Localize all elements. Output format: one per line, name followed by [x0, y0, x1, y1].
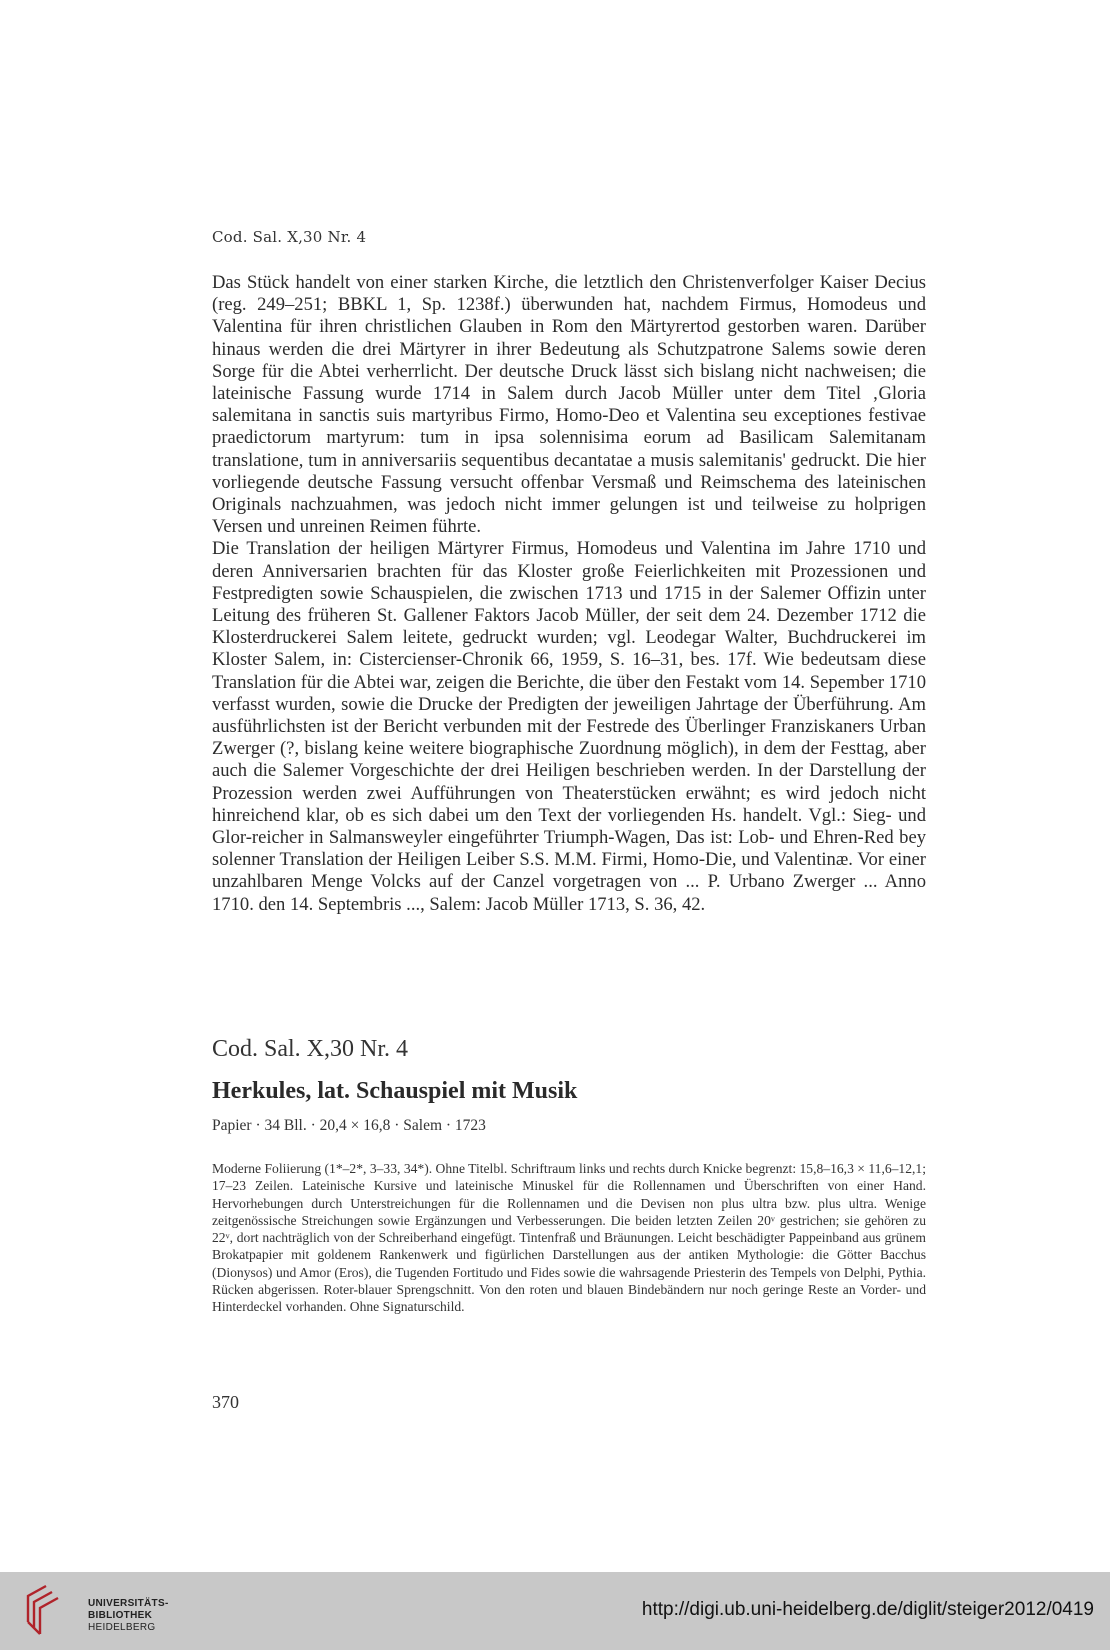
logo-line: BIBLIOTHEK [88, 1610, 153, 1621]
ub-heidelberg-logo[interactable] [24, 1582, 169, 1642]
paragraph: Die Translation der heiligen Märtyrer Firmus, Homodeus und Valentina im Jahre 1710 und deren Anniversarien brachten für das Kloster große Feierlichkeiten mit Prozessionen und Festpredigten sowie Schauspielen, die zwischen 1713 und 1715 in der Salemer Offizin unter Leitung des früheren St. Gallener Faktors Jacob Müller, der seit dem 24. Dezember 1712 die Klosterdruckerei Salem leitete, gedruckt wurden; vgl. Leodegar Walter, Buchdruckerei im Kloster Salem, in: Cistercienser-Chronik 66, 1959, S. 16–31, bes. 17f. Wie bedeutsam diese Translation für die Abtei war, zeigen die Berichte, die über den Festakt vom 14. Sepember 1710 verfasst wurden, sowie die Drucke der Predigten der jeweiligen Jahrtage der Überführung. Am ausführlichsten ist der Bericht verbunden mit der Festrede des Überlinger Franziskaners Urban Zwerger (?, bislang keine weitere biographische Zuordnung möglich), in dem der Festtag, aber auch die Salemer Vorgeschichte der drei Heiligen beschrieben werden. In der Darstellung der Prozession werden zwei Aufführungen von Theaterstücken erwähnt; es wird jedoch nicht hinreichend klar, ob es sich dabei um den Text der vorliegenden Hs. handelt. Vgl.: Sieg- und Glor-reicher in Salmansweyler eingeführter Triumph-Wagen, Das ist: Lob- und Ehren-Red bey solenner Translation der Heiligen Leiber S.S. M.M. Firmi, Homo-Die, und Valentinæ. Vor einer unzahlbaren Menge Volcks auf der Canzel vorgetragen von ... P. Urbano Zwerger ... Anno 1710. den 14. Septembris ..., Salem: Jacob Müller 1713, S. 36, 42. [212, 538, 926, 915]
section-meta: Papier · 34 Bll. · 20,4 × 16,8 · Salem · 1723 [212, 1117, 486, 1134]
paragraph: Das Stück handelt von einer starken Kirche, die letztlich den Christenverfolger Kaiser Decius (reg. 249–251; BBKL 1, Sp. 1238f.) überwunden hat, nachdem Firmus, Homodeus und Valentina für ihren christlichen Glauben in Rom den Märtyrertod gestorben waren. Darüber hinaus werden die drei Märtyrer in ihrer Bedeutung als Schutzpatrone Salems sowie deren Sorge für die Abtei verherrlicht. Der deutsche Druck lässt sich bislang nicht nachweisen; die lateinische Fassung wurde 1714 in Salem durch Jacob Müller unter dem Titel ‚Gloria salemitana in sanctis suis martyribus Firmo, Homo-Deo et Valentina seu exceptiones festivae praedictorum martyrum: tum in ipsa solennisima eorum ad Basilicam Salemitanam translatione, tum in anniversariis sequentibus decantatae a musis salemitanis' gedruckt. Die hier vorliegende deutsche Fassung versucht offenbar Versmaß und Reimschema des lateinischen Originals nachzuahmen, was jedoch nicht immer gelungen ist und teilweise zu holprigen Versen und unreinen Reimen führte. [212, 272, 926, 538]
logo-text [88, 1598, 169, 1634]
section-title: Herkules, lat. Schauspiel mit Musik [212, 1078, 578, 1104]
logo-line: HEIDELBERG [88, 1622, 156, 1633]
section-code: Cod. Sal. X,30 Nr. 4 [212, 1036, 409, 1062]
body-text [212, 272, 926, 916]
codicological-description: Moderne Foliierung (1*–2*, 3–33, 34*). Ohne Titelbl. Schriftraum links und rechts durch Knicke begrenzt: 15,8–16,3 × 11,6–12,1; 17–23 Zeilen. Lateinische Kursive und lateinische Minuskel für die Rollennamen und Überschriften von einer Hand. Hervorhebungen durch Unterstreichungen für die Rollennamen und die Devisen non plus ultra bzw. plus ultra. Wenige zeitgenössische Streichungen sowie Ergänzungen und Verbesserungen. Die beiden letzten Zeilen 20ᵛ gestrichen; sie gehören zu 22ᵛ, dort nachträglich von der Schreiberhand eingefügt. Tintenfraß und Bräunungen. Leicht beschädigter Pappeinband aus grünem Brokatpapier mit goldenem Rankenwerk und figürlichen Darstellungen aus der antiken Mythologie: die Götter Bacchus (Dionysos) und Amor (Eros), die Tugenden Fortitudo und Fides sowie die wahrsagende Priesterin des Tempels von Delphi, Pythia. Rücken abgerissen. Roter-blauer Sprengschnitt. Von den roten und blauen Bindebändern nur noch geringe Reste an Vorder- und Hinterdeckel vorhanden. Ohne Signaturschild. [212, 1161, 926, 1315]
ub-heidelberg-logo-icon [24, 1582, 60, 1640]
footer-bar [0, 1572, 1110, 1650]
logo-line: UNIVERSITÄTS- [88, 1598, 169, 1609]
source-url-link[interactable]: http://digi.ub.uni-heidelberg.de/diglit/steiger2012/0419 [641, 1599, 1094, 1620]
running-head: Cod. Sal. X,30 Nr. 4 [212, 228, 367, 246]
page-number: 370 [212, 1392, 239, 1412]
